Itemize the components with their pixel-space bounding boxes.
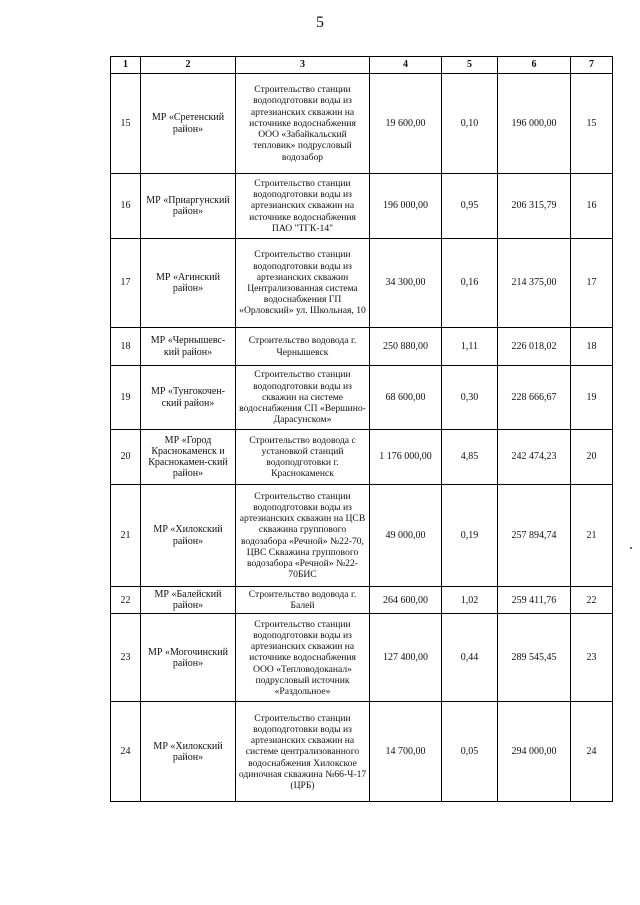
project-cell: Строительство станции водоподготовки воды из артезианских скважин на источнике водоснабжения ПАО "ТГК-14" (236, 174, 370, 239)
amount-cell: 264 600,00 (370, 587, 442, 614)
row-number: 17 (111, 239, 141, 328)
project-cell: Строительство станции водоподготовки воды из скважин на системе водоснабжения СП «Вершино-Дарасунском» (236, 366, 370, 430)
cost-cell: 214 375,00 (498, 239, 571, 328)
coefficient-cell: 0,05 (442, 702, 498, 802)
amount-cell: 196 000,00 (370, 174, 442, 239)
row-number: 22 (111, 587, 141, 614)
amount-cell: 1 176 000,00 (370, 430, 442, 485)
project-cell: Строительство водовода г. Чернышевск (236, 328, 370, 366)
table-row (111, 366, 613, 430)
coefficient-cell: 0,19 (442, 485, 498, 587)
coefficient-cell: 0,30 (442, 366, 498, 430)
district-cell: МР «Могочинский район» (141, 614, 236, 702)
cost-cell: 196 000,00 (498, 74, 571, 174)
district-cell: МР «Город Краснокаменск и Краснокамен-ский район» (141, 430, 236, 485)
project-cell: Строительство станции водоподготовки воды из артезианских скважин на ЦСВ скважина группового водозабора «Речной» №22-70, ЦВС Скважина группового водозабора «Речной» №22-70БИС (236, 485, 370, 587)
row-number: 24 (111, 702, 141, 802)
table-row (111, 587, 613, 614)
coefficient-cell: 1,11 (442, 328, 498, 366)
index-cell: 18 (571, 328, 613, 366)
column-number: 6 (498, 57, 571, 74)
project-cell: Строительство водовода г. Балей (236, 587, 370, 614)
row-number: 21 (111, 485, 141, 587)
cost-cell: 289 545,45 (498, 614, 571, 702)
index-cell: 21 (571, 485, 613, 587)
district-cell: МР «Сретенский район» (141, 74, 236, 174)
district-cell: МР «Агинский район» (141, 239, 236, 328)
index-cell: 24 (571, 702, 613, 802)
table-row (111, 74, 613, 174)
project-cell: Строительство станции водоподготовки воды из артезианских скважин Централизованная система водоснабжения ГП «Орловский» ул. Школьная, 10 (236, 239, 370, 328)
project-cell: Строительство водовода с установкой станций водоподготовки г. Краснокаменск (236, 430, 370, 485)
district-cell: МР «Тунгокочен-ский район» (141, 366, 236, 430)
row-number: 19 (111, 366, 141, 430)
district-cell: МР «Хилокский район» (141, 485, 236, 587)
scan-speck (630, 547, 632, 549)
district-cell: МР «Чернышевс-кий район» (141, 328, 236, 366)
cost-cell: 294 000,00 (498, 702, 571, 802)
table-row (111, 239, 613, 328)
cost-cell: 206 315,79 (498, 174, 571, 239)
row-number: 23 (111, 614, 141, 702)
table-row (111, 485, 613, 587)
coefficient-cell: 1,02 (442, 587, 498, 614)
column-number: 4 (370, 57, 442, 74)
coefficient-cell: 0,10 (442, 74, 498, 174)
index-cell: 23 (571, 614, 613, 702)
cost-cell: 242 474,23 (498, 430, 571, 485)
investment-table (110, 56, 613, 802)
index-cell: 20 (571, 430, 613, 485)
index-cell: 16 (571, 174, 613, 239)
column-number-row (111, 57, 613, 74)
amount-cell: 127 400,00 (370, 614, 442, 702)
column-number: 7 (571, 57, 613, 74)
table-row (111, 702, 613, 802)
row-number: 16 (111, 174, 141, 239)
coefficient-cell: 0,16 (442, 239, 498, 328)
amount-cell: 34 300,00 (370, 239, 442, 328)
district-cell: МР «Приаргунский район» (141, 174, 236, 239)
page-number: 5 (316, 14, 324, 31)
column-number: 2 (141, 57, 236, 74)
column-number: 3 (236, 57, 370, 74)
index-cell: 17 (571, 239, 613, 328)
coefficient-cell: 4,85 (442, 430, 498, 485)
cost-cell: 226 018,02 (498, 328, 571, 366)
index-cell: 15 (571, 74, 613, 174)
project-cell: Строительство станции водоподготовки воды из артезианских скважин на источнике водоснабжения ООО «Забайкальский тепловик» подрусловый водозабор (236, 74, 370, 174)
amount-cell: 14 700,00 (370, 702, 442, 802)
district-cell: МР «Хилокский район» (141, 702, 236, 802)
amount-cell: 19 600,00 (370, 74, 442, 174)
project-cell: Строительство станции водоподготовки воды из артезианских скважин на источнике водоснабжения ООО «Тепловодоканал» подрусловый источник «Раздольное» (236, 614, 370, 702)
cost-cell: 228 666,67 (498, 366, 571, 430)
index-cell: 22 (571, 587, 613, 614)
column-number: 1 (111, 57, 141, 74)
row-number: 18 (111, 328, 141, 366)
table-row (111, 328, 613, 366)
amount-cell: 250 880,00 (370, 328, 442, 366)
coefficient-cell: 0,95 (442, 174, 498, 239)
table-row (111, 174, 613, 239)
amount-cell: 49 000,00 (370, 485, 442, 587)
district-cell: МР «Балейский район» (141, 587, 236, 614)
row-number: 20 (111, 430, 141, 485)
cost-cell: 259 411,76 (498, 587, 571, 614)
amount-cell: 68 600,00 (370, 366, 442, 430)
table-row (111, 430, 613, 485)
index-cell: 19 (571, 366, 613, 430)
column-number: 5 (442, 57, 498, 74)
cost-cell: 257 894,74 (498, 485, 571, 587)
project-cell: Строительство станции водоподготовки воды из артезианских скважин на системе централизованного водоснабжения Хилокское одиночная скважина №66-Ч-17 (ЦРБ) (236, 702, 370, 802)
table-row (111, 614, 613, 702)
coefficient-cell: 0,44 (442, 614, 498, 702)
row-number: 15 (111, 74, 141, 174)
